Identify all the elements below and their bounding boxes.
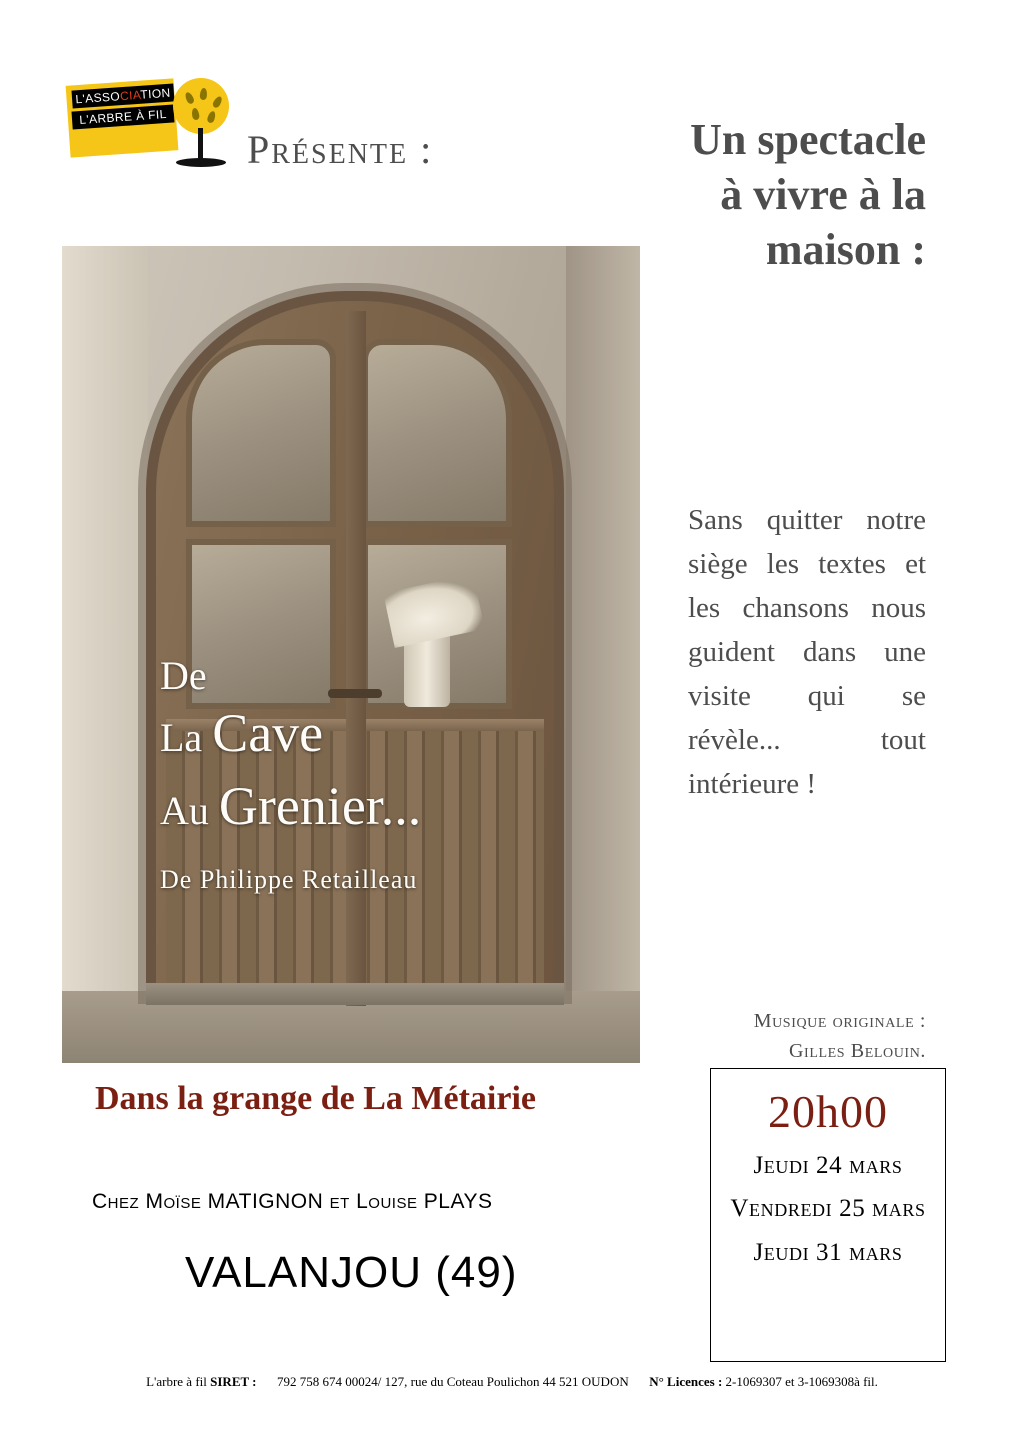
title-line-2 bbox=[160, 697, 560, 770]
tree-icon bbox=[173, 78, 229, 134]
door-glass-pane bbox=[186, 339, 336, 527]
footer-licences-label: N° Licences : bbox=[649, 1374, 723, 1389]
show-date: Vendredi 25 mars bbox=[730, 1195, 926, 1223]
photo-wall-right bbox=[566, 246, 640, 1063]
tree-base-icon bbox=[176, 158, 226, 167]
footer-licences-value: 2-1069307 et 3-1069308à fil. bbox=[725, 1374, 878, 1389]
door-step bbox=[146, 983, 564, 1005]
dates-box bbox=[710, 1068, 946, 1362]
title-line-3-big: Grenier... bbox=[218, 775, 422, 836]
footer-siret-value: 792 758 674 00024/ 127, rue du Coteau Poulichon 44 521 OUDON bbox=[277, 1374, 629, 1389]
show-time: 20h00 bbox=[768, 1086, 888, 1137]
title-line-2-big: Cave bbox=[212, 703, 324, 763]
music-credit bbox=[688, 1006, 926, 1066]
logo-line1: L'ASSOCIATION bbox=[71, 83, 174, 108]
title-line-3 bbox=[160, 770, 560, 843]
show-date: Jeudi 24 mars bbox=[753, 1152, 903, 1179]
title-line-3-small: Au bbox=[160, 787, 209, 833]
music-label: Musique originale : bbox=[753, 1010, 926, 1032]
door-glass-pane bbox=[362, 339, 512, 527]
headline-text: Un spectacle à vivre à la maison : bbox=[690, 115, 926, 274]
venue-hosts: Chez Moïse MATIGNON et Louise PLAYS bbox=[92, 1190, 493, 1213]
footer-org: L'arbre à fil bbox=[146, 1374, 207, 1389]
footer-legal bbox=[0, 1374, 1024, 1390]
description-text: Sans quitter notre siège les textes et les chansons nous guident dans une visite qui se révèle... tout intérieure ! bbox=[688, 504, 926, 801]
venue-place: Dans la grange de La Métairie bbox=[95, 1080, 536, 1117]
show-date: Jeudi 31 mars bbox=[753, 1238, 903, 1266]
association-logo bbox=[68, 78, 238, 173]
music-author: Gilles Belouin. bbox=[789, 1040, 926, 1062]
show-title bbox=[160, 655, 560, 895]
footer-siret-label: SIRET : bbox=[210, 1374, 257, 1389]
logo-line2: L'ARBRE À FIL bbox=[71, 104, 174, 129]
venue-city: VALANJOU (49) bbox=[185, 1248, 518, 1297]
photo-wall-left bbox=[62, 246, 148, 1063]
title-line-1: De bbox=[160, 653, 207, 698]
tree-trunk-icon bbox=[198, 128, 203, 160]
presente-label: Présente : bbox=[247, 127, 434, 172]
title-line-2-small: La bbox=[160, 715, 203, 760]
show-author: De Philippe Retailleau bbox=[160, 864, 418, 894]
